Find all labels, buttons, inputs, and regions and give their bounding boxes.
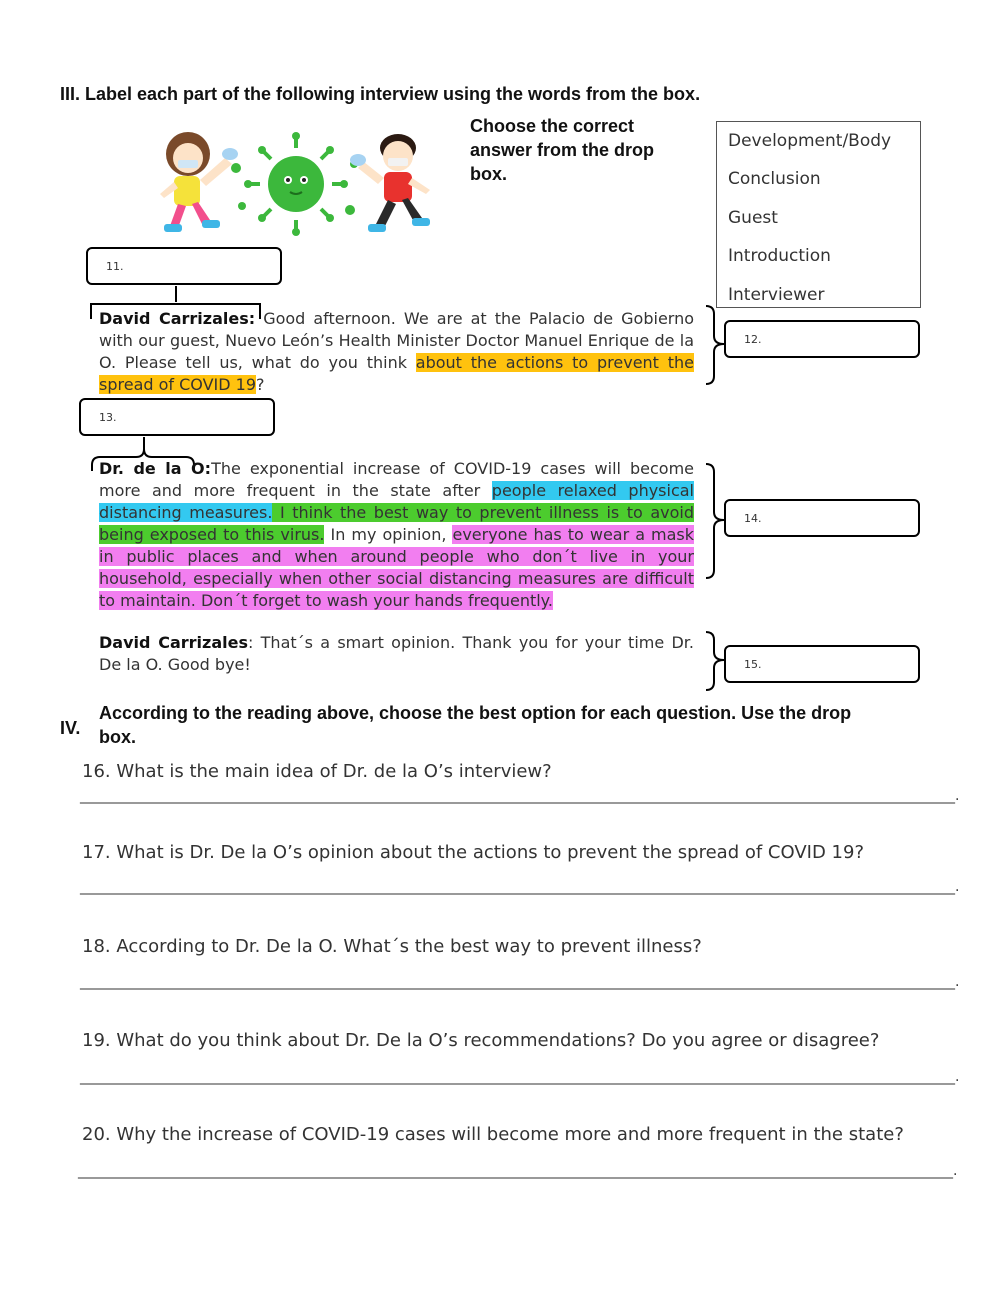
highlight-pink: everyone has to wear a mask in public places and when around people who don´t live in your household, especially when other social distancing measures are difficult to maintain. Don´t forget to wash your hands frequently. <box>99 525 695 610</box>
kids-virus-illustration <box>150 128 440 240</box>
paragraph-text: ? <box>256 375 265 394</box>
answer-line-17[interactable]: _____________________________________________________________________________________________________________________________. <box>80 879 960 895</box>
highlight-green: I think the best way to prevent illness is to avoid being exposed to this virus. <box>99 503 695 544</box>
word-option: Interviewer <box>728 284 825 305</box>
answer-line-16[interactable]: _____________________________________________________________________________________________________________________________. <box>80 788 960 804</box>
word-option: Guest <box>728 207 778 228</box>
question-16: 16. What is the main idea of Dr. de la O’s interview? <box>82 761 552 782</box>
box-number: 13. <box>99 410 117 424</box>
question-19: 19. What do you think about Dr. De la O’s recommendations? Do you agree or disagree? <box>82 1030 880 1051</box>
word-option: Conclusion <box>728 169 821 190</box>
boy-figure <box>350 134 430 232</box>
speaker-label: David Carrizales <box>99 633 248 652</box>
section-4-numeral: IV. <box>60 718 81 738</box>
virus-icon <box>231 132 358 236</box>
interview-paragraph-2 <box>99 458 694 612</box>
question-18: 18. According to Dr. De la O. What´s the best way to prevent illness? <box>82 936 702 957</box>
instruction-text: Choose the correct answer from the drop box. <box>470 116 655 184</box>
answer-box-15[interactable] <box>724 645 920 683</box>
question-17: 17. What is Dr. De la O’s opinion about the actions to prevent the spread of COVID 19? <box>82 842 865 863</box>
interview-paragraph-1 <box>99 308 694 396</box>
paragraph-text: Good afternoon. We are at the Palacio de Gobierno with our guest, Nuevo León’s Health Minister Doctor Manuel Enrique de la O. Please tell us, what do you think <box>99 309 695 372</box>
answer-box-12[interactable] <box>724 320 920 358</box>
speaker-label: Dr. de la O: <box>99 459 212 478</box>
word-option: Development/Body <box>728 131 892 151</box>
paragraph-text: The exponential increase of COVID-19 cases will become more and more frequent in the state after <box>99 459 695 500</box>
answer-line-20[interactable]: _____________________________________________________________________________________________________________________________. <box>78 1163 958 1179</box>
answer-box-11[interactable] <box>86 247 282 285</box>
word-option: Introduction <box>728 246 831 267</box>
box-number: 14. <box>744 511 762 525</box>
speaker-label: David Carrizales: <box>99 309 256 328</box>
box-number: 12. <box>744 332 762 346</box>
box-number: 15. <box>744 657 762 671</box>
question-20: 20. Why the increase of COVID-19 cases will become more and more frequent in the state? <box>82 1124 904 1145</box>
answer-line-19[interactable]: _____________________________________________________________________________________________________________________________. <box>80 1069 960 1085</box>
box-number: 11. <box>106 259 124 273</box>
highlight-cyan: people relaxed physical distancing measures. <box>99 481 694 522</box>
highlight-yellow: about the actions to prevent the spread of COVID 19 <box>99 353 694 394</box>
girl-figure <box>160 132 238 232</box>
paragraph-text: In my opinion, <box>324 525 453 544</box>
answer-box-14[interactable] <box>724 499 920 537</box>
paragraph-text: : That´s a smart opinion. Thank you for your time Dr. De la O. Good bye! <box>99 633 694 674</box>
section-4-title: According to the reading above, choose the best option for each question. Use the drop box. <box>99 703 852 747</box>
answer-line-18[interactable]: _____________________________________________________________________________________________________________________________. <box>80 974 960 990</box>
answer-box-13[interactable] <box>79 398 275 436</box>
interview-paragraph-3 <box>99 632 694 676</box>
section-3-title: III. Label each part of the following interview using the words from the box. <box>60 84 701 104</box>
word-box <box>716 121 921 308</box>
